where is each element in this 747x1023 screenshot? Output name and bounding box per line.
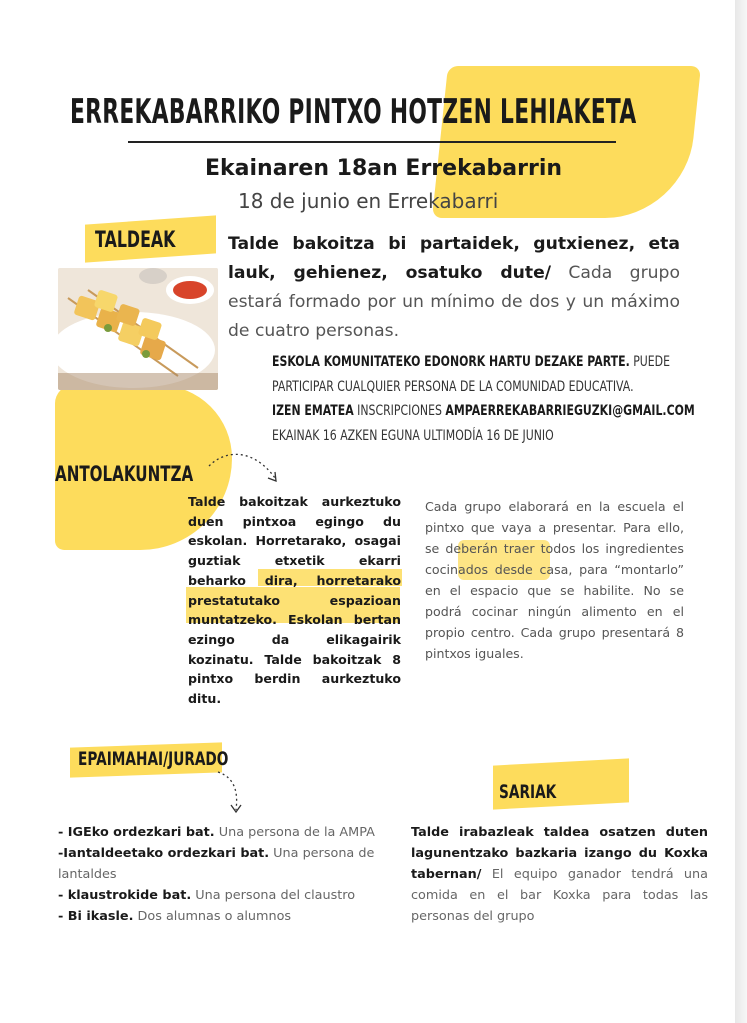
- jurado-item-rest: Una persona de lantaldes: [58, 846, 375, 882]
- taldeak-text-basque: Talde bakoitza bi partaidek, gutxienez, eta lauk, gehienez, osatuko dute/: [228, 234, 680, 283]
- info-registration-spanish: INSCRIPCIONES: [353, 403, 446, 419]
- jurado-item: [58, 843, 380, 885]
- title-underline: [128, 141, 616, 143]
- info-line-participation-2: [272, 379, 634, 395]
- jurado-item-bold: - Bi ikasle.: [58, 909, 134, 924]
- jurado-list: [58, 822, 380, 927]
- page-edge: [735, 0, 747, 1023]
- taldeak-description: [228, 230, 680, 346]
- page-title: ERREKABARRIKO PINTXO HOTZEN LEHIAKETA: [70, 92, 637, 132]
- jurado-item-bold: - IGEko ordezkari bat.: [58, 825, 215, 840]
- jurado-item: [58, 906, 380, 927]
- food-photo-icon: [58, 268, 218, 390]
- taldeak-text-spanish: Cada grupo estará formado por un mínimo de dos y un máximo de cuatro personas.: [228, 263, 680, 341]
- jurado-item-rest: Dos alumnas o alumnos: [133, 909, 292, 924]
- jurado-item-rest: Una persona de la AMPA: [214, 825, 375, 840]
- info-line-registration: [272, 403, 695, 419]
- info-line-deadline: [272, 428, 554, 444]
- jurado-label: EPAIMAHAI/JURADO: [78, 748, 229, 770]
- info-participation-spanish-start: PUEDE: [629, 354, 670, 370]
- jurado-item: [58, 885, 380, 906]
- antolakuntza-text-spanish: Cada grupo elaborará en la escuela el pintxo que vaya a presentar. Para ello, se deberán traer todos los ingredientes cocinados desde casa, para “montarlo” en el espacio que se habilite. No se podrá cocinar ningún alimento en el propio centro. Cada grupo presentará 8 pintxos iguales.: [425, 499, 684, 661]
- sariak-label: SARIAK: [499, 781, 557, 803]
- subtitle-basque: Ekainaren 18an Errekabarrin: [205, 156, 563, 181]
- jurado-item: [58, 822, 380, 843]
- jurado-item-rest: Una persona del claustro: [191, 888, 356, 903]
- info-deadline: EKAINAK 16 AZKEN EGUNA ULTIMODÍA 16 DE JUNIO: [272, 428, 554, 444]
- sariak-description: [411, 822, 708, 927]
- registration-email-link[interactable]: AMPAERREKABARRIEGUZKI@GMAIL.COM: [445, 403, 695, 419]
- jurado-item-bold: -Iantaldeetako ordezkari bat.: [58, 846, 270, 861]
- pintxo-illustration-icon: [58, 268, 218, 390]
- antolakuntza-text-basque: Talde bakoitzak aurkeztuko duen pintxoa egingo du eskolan. Horretarako, osagai guztiak etxetik ekarri beharko dira, horretarako prestatutako espazioan muntatzeko. Eskolan bertan ezingo da elikagairik kozinatu. Talde bakoitzak 8 pintxo berdin aurkeztuko ditu.: [188, 494, 401, 707]
- info-line-participation: [272, 354, 670, 370]
- sariak-text-basque: Talde irabazleak taldea osatzen duten lagunentzako bazkaria izango du Koxka tabernan/: [411, 825, 708, 882]
- taldeak-label: TALDEAK: [95, 228, 176, 253]
- dotted-arrow-icon: [205, 448, 285, 488]
- jurado-item-bold: - klaustrokide bat.: [58, 888, 192, 903]
- antolakuntza-label: ANTOLAKUNTZA: [55, 462, 194, 486]
- info-registration-label: IZEN EMATEA: [272, 403, 354, 419]
- subtitle-spanish: 18 de junio en Errekabarri: [238, 189, 499, 213]
- sariak-text-spanish: El equipo ganador tendrá una comida en el bar Koxka para todas las personas del grupo: [411, 867, 708, 924]
- dotted-arrow-down-icon: [212, 768, 252, 816]
- info-participation-spanish: PARTICIPAR CUALQUIER PERSONA DE LA COMUNIDAD EDUCATIVA.: [272, 379, 634, 395]
- info-participation-basque: ESKOLA KOMUNITATEKO EDONORK HARTU DEZAKE PARTE.: [272, 354, 630, 370]
